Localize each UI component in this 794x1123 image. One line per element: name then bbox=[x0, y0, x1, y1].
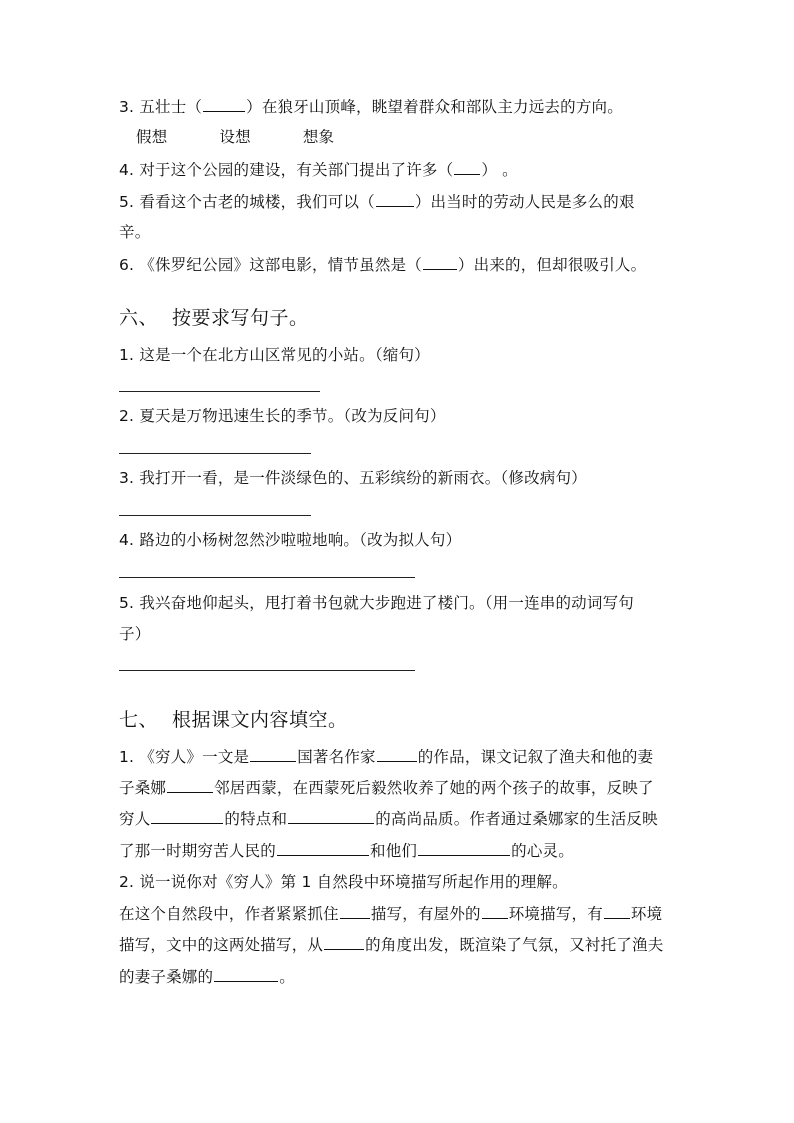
s7-question-2: 2. 说一说你对《穷人》第 1 自然段中环境描写所起作用的理解。 bbox=[119, 873, 568, 891]
section-7-number: 七、 bbox=[119, 709, 159, 731]
answer-line[interactable] bbox=[119, 453, 311, 454]
s5-question-4 bbox=[119, 159, 518, 180]
s7-q1-text: 的作品，课文记叙了渔夫和他的妻 bbox=[417, 748, 654, 766]
s7-q2-line-3 bbox=[119, 966, 295, 987]
s7-q1-text: 的特点和 bbox=[224, 810, 288, 828]
s5-q5-post: ）出当时的劳动人民是多么的艰 bbox=[414, 193, 635, 211]
section-7-heading bbox=[119, 708, 348, 732]
s7-q2-text: 环境 bbox=[630, 905, 663, 923]
answer-blank[interactable] bbox=[151, 808, 223, 824]
s7-q2-text: 描写，有屋外的 bbox=[370, 905, 481, 923]
s5-question-5-cont: 辛。 bbox=[119, 223, 151, 241]
s7-q1-text: 和他们 bbox=[370, 842, 418, 860]
s7-q2-line-2 bbox=[119, 934, 663, 955]
s7-q1-text: 的心灵。 bbox=[511, 842, 574, 860]
s5-q3-post: ）在狼牙山顶峰，眺望着群众和部队主力远去的方向。 bbox=[246, 98, 623, 116]
s5-question-3 bbox=[119, 96, 623, 117]
answer-blank[interactable] bbox=[277, 840, 369, 856]
answer-line[interactable] bbox=[119, 515, 311, 516]
s7-q2-line-1 bbox=[119, 903, 662, 924]
s7-q1-text: 穷人 bbox=[119, 810, 151, 828]
s6-question-5-cont: 子） bbox=[119, 625, 151, 643]
answer-blank[interactable] bbox=[418, 840, 510, 856]
s7-q1-line-3 bbox=[119, 808, 658, 829]
s5-q5-pre: 5. 看看这个古老的城楼，我们可以（ bbox=[119, 193, 375, 211]
s5-q6-pre: 6. 《侏罗纪公园》这部电影，情节虽然是（ bbox=[119, 256, 422, 274]
s5-question-6 bbox=[119, 254, 646, 275]
s7-q1-text: 了那一时期穷苦人民的 bbox=[119, 842, 277, 860]
answer-blank[interactable] bbox=[167, 777, 213, 793]
s7-q1-line-2 bbox=[119, 777, 654, 798]
s5-q4-pre: 4. 对于这个公园的建设，有关部门提出了许多（ bbox=[119, 161, 454, 179]
s6-question-3: 3. 我打开一看，是一件淡绿色的、五彩缤纷的新雨衣。（修改病句） bbox=[119, 469, 587, 487]
s7-q1-text: 国著名作家 bbox=[297, 748, 376, 766]
answer-blank[interactable] bbox=[203, 96, 245, 112]
option-2: 设想 bbox=[219, 128, 251, 146]
answer-line[interactable] bbox=[119, 670, 415, 671]
answer-line[interactable] bbox=[119, 391, 320, 392]
answer-blank[interactable] bbox=[250, 746, 296, 762]
s7-q1-text: 邻居西蒙，在西蒙死后毅然收养了她的两个孩子的故事，反映了 bbox=[214, 779, 654, 797]
section-6-number: 六、 bbox=[119, 307, 159, 329]
s7-q2-text: 的角度出发，既渲染了气氛，又衬托了渔夫 bbox=[365, 936, 664, 954]
answer-blank[interactable] bbox=[214, 966, 278, 982]
s6-question-5: 5. 我兴奋地仰起头，甩打着书包就大步跑进了楼门。（用一连串的动词写句 bbox=[119, 594, 634, 612]
s7-q1-text: 的高尚品质。作者通过桑娜家的生活反映 bbox=[375, 810, 658, 828]
s7-q1-text: 子桑娜 bbox=[119, 779, 167, 797]
answer-line[interactable] bbox=[119, 577, 415, 578]
s7-q1-text: 1. 《穷人》一文是 bbox=[119, 748, 250, 766]
answer-blank[interactable] bbox=[376, 191, 414, 207]
s5-q3-pre: 3. 五壮士（ bbox=[119, 98, 203, 116]
answer-blank[interactable] bbox=[288, 808, 374, 824]
s6-question-2: 2. 夏天是万物迅速生长的季节。（改为反问句） bbox=[119, 407, 446, 425]
answer-blank[interactable] bbox=[482, 903, 508, 919]
s5-q4-post: ） 。 bbox=[481, 161, 518, 179]
answer-blank[interactable] bbox=[454, 159, 480, 175]
answer-blank[interactable] bbox=[377, 746, 417, 762]
s7-q2-text: 在这个自然段中，作者紧紧抓住 bbox=[119, 905, 339, 923]
option-1: 假想 bbox=[136, 128, 168, 146]
answer-blank[interactable] bbox=[340, 903, 370, 919]
s6-question-1: 1. 这是一个在北方山区常见的小站。（缩句） bbox=[119, 346, 430, 364]
answer-blank[interactable] bbox=[604, 903, 630, 919]
s5-q6-post: ）出来的，但却很吸引人。 bbox=[457, 256, 647, 274]
option-3: 想象 bbox=[302, 128, 335, 146]
s6-question-4: 4. 路边的小杨树忽然沙啦啦地响。（改为拟人句） bbox=[119, 531, 462, 549]
s7-q1-line-1 bbox=[119, 746, 653, 767]
answer-blank[interactable] bbox=[324, 934, 364, 950]
s5-question-5 bbox=[119, 191, 635, 212]
section-6-heading bbox=[119, 306, 309, 330]
section-6-title: 按要求写句子。 bbox=[172, 307, 309, 329]
section-7-title: 根据课文内容填空。 bbox=[172, 709, 348, 731]
s5-options bbox=[136, 127, 386, 147]
s7-q2-text: 。 bbox=[279, 968, 295, 986]
s7-q1-line-4 bbox=[119, 840, 574, 861]
answer-blank[interactable] bbox=[423, 254, 457, 270]
s7-q2-text: 环境描写，有 bbox=[508, 905, 603, 923]
s7-q2-text: 描写，文中的这两处描写，从 bbox=[119, 936, 324, 954]
s7-q2-text: 的妻子桑娜的 bbox=[119, 968, 214, 986]
